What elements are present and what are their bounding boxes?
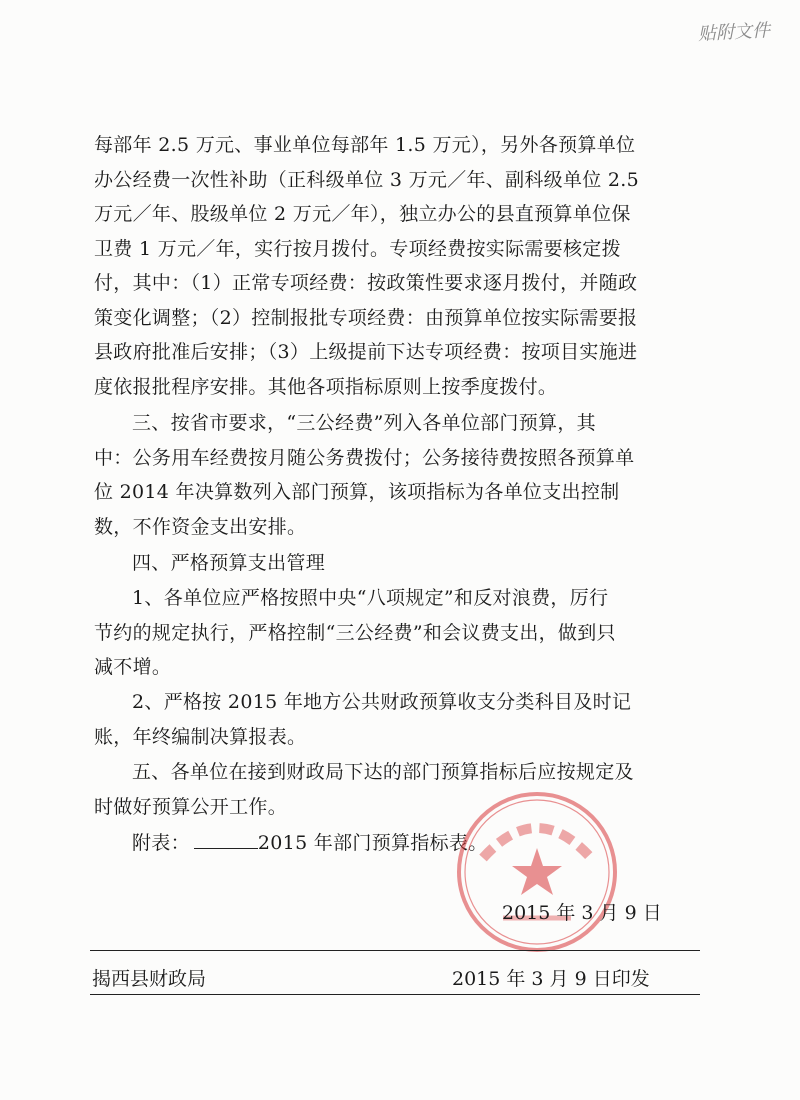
text-line: 节约的规定执行，严格控制“三公经费”和会议费支出，做到只	[94, 621, 616, 644]
attachment-suffix: 2015 年部门预算指标表。	[257, 832, 488, 854]
section-four-heading	[94, 546, 694, 581]
text-line: 县政府批准后安排；（3）上级提前下达专项经费：按项目实施进	[94, 341, 638, 363]
text-line: 2、严格按 2015 年地方公共财政预算收支分类科目及时记	[132, 691, 632, 713]
text-line: 位 2014 年决算数列入部门预算，该项指标为各单位支出控制	[94, 481, 620, 503]
text-line: 付，其中：（1）正常专项经费：按政策性要求逐月拨付，并随政	[94, 272, 638, 294]
heading-text: 四、严格预算支出管理	[132, 552, 326, 574]
official-seal-icon	[453, 788, 621, 956]
text-line: 减不增。	[94, 656, 172, 678]
footer-top-rule	[90, 950, 700, 951]
footer-bottom-rule	[90, 994, 700, 995]
text-line: 度依报批程序安排。其他各项指标原则上按季度拨付。	[94, 375, 558, 398]
attachment-prefix: 附表：	[132, 832, 190, 854]
paragraph-funding	[94, 128, 694, 404]
section-three	[94, 406, 694, 544]
text-line: 三、按省市要求，“三公经费”列入各单位部门预算，其	[132, 412, 596, 434]
attachment-blank	[194, 847, 258, 849]
item-one	[94, 581, 694, 685]
text-line: 中：公务用车经费按月随公务费拨付；公务接待费按照各预算单	[94, 446, 635, 469]
text-line: 账，年终编制决算报表。	[94, 725, 307, 748]
text-line: 数，不作资金支出安排。	[94, 515, 307, 538]
text-line: 办公经费一次性补助（正科级单位 3 万元／年、副科级单位 2.5	[94, 168, 640, 191]
text-line: 卫费 1 万元／年，实行按月拨付。专项经费按实际需要核定拨	[94, 237, 621, 260]
text-line: 时做好预算公开工作。	[94, 795, 288, 818]
signature-date: 2015 年 3 月 9 日	[502, 902, 662, 924]
text-line: 策变化调整；（2）控制报批专项经费：由预算单位按实际需要报	[94, 306, 638, 329]
footer-issuer: 揭西县财政局	[92, 968, 207, 990]
footer-issue-date: 2015 年 3 月 9 日印发	[452, 968, 650, 990]
item-two	[94, 685, 694, 754]
text-line: 万元／年、股级单位 2 万元／年），独立办公的县直预算单位保	[94, 203, 631, 225]
text-line: 1、各单位应严格按照中央“八项规定”和反对浪费，厉行	[132, 587, 609, 609]
text-line: 五、各单位在接到财政局下达的部门预算指标后应按规定及	[132, 761, 634, 783]
handwritten-corner-note: 贴附文件	[697, 20, 771, 45]
text-line: 每部年 2.5 万元、事业单位每部年 1.5 万元），另外各预算单位	[94, 134, 636, 156]
